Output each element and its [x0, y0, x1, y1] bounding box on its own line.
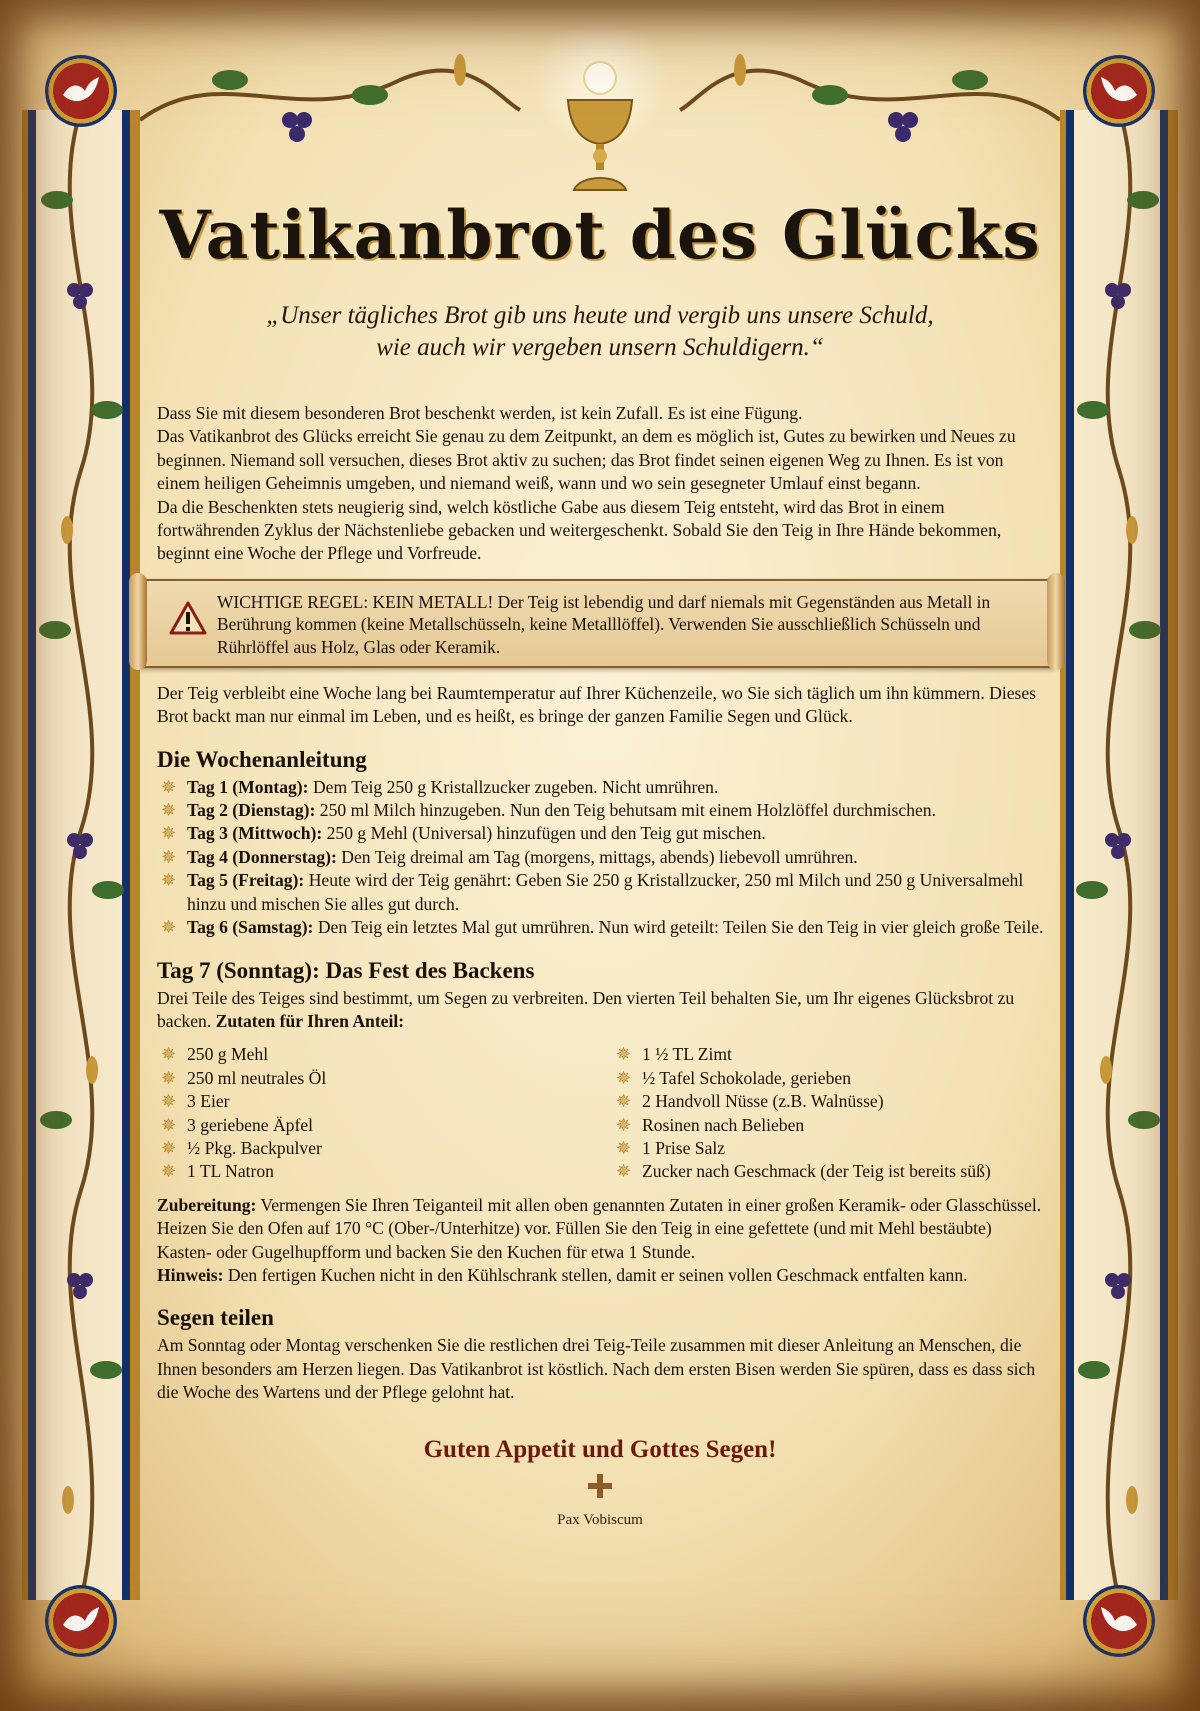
step-item	[157, 916, 1047, 939]
ingredient-text: 1 TL Natron	[187, 1161, 274, 1182]
step-text: 250 g Mehl (Universal) hinzufügen und den Teig gut mischen.	[326, 823, 766, 844]
step-item	[157, 822, 1047, 845]
step-day: Tag 1 (Montag):	[187, 776, 309, 797]
corner-medallion-bottom-left	[45, 1585, 117, 1657]
ingredient-item	[612, 1043, 1047, 1066]
step-item	[157, 846, 1047, 869]
star-bullet-icon: ✵	[161, 846, 177, 867]
hint-paragraph	[157, 1264, 1047, 1287]
quote-line-2: wie auch wir vergeben unsern Schuldigern.“	[376, 334, 824, 361]
footer-text: Pax Vobiscum	[557, 1512, 643, 1528]
day7-paragraph	[157, 987, 1047, 1034]
ingredient-item	[157, 1043, 612, 1066]
ingredient-text: 1 ½ TL Zimt	[642, 1044, 732, 1065]
ingredient-item	[612, 1114, 1047, 1137]
intro-paragraph-1: Dass Sie mit diesem besonderen Brot beschenkt werden, ist kein Zufall. Es ist eine Fügung.	[157, 403, 803, 423]
step-text: Den Teig dreimal am Tag (morgens, mittags, abends) liebevoll umrühren.	[341, 846, 858, 867]
ingredient-text: Zucker nach Geschmack (der Teig ist bereits süß)	[642, 1161, 991, 1182]
star-bullet-icon: ✵	[161, 1161, 177, 1182]
star-bullet-icon: ✵	[161, 1114, 177, 1135]
ingredient-text: ½ Tafel Schokolade, gerieben	[642, 1067, 852, 1088]
ingredient-item	[612, 1137, 1047, 1160]
dove-icon	[1099, 75, 1139, 107]
intro-paragraph-3: Da die Beschenkten stets neugierig sind, welch köstliche Gabe aus diesem Teig entsteht, wird das Brot in einem fortwährenden Zyklus der Nächstenliebe gebacken und weitergeschenkt. Sobald Sie den Teig in Ihre Hände bekommen, beginnt eine Woche der Pflege und Vorfreude.	[157, 496, 1002, 564]
hint-text: Den fertigen Kuchen nicht in den Kühlschrank stellen, damit er seinen vollen Geschmack entfalten kann.	[227, 1264, 968, 1285]
corner-medallion-top-left	[45, 55, 117, 127]
week-steps	[157, 776, 1047, 940]
star-bullet-icon: ✵	[616, 1044, 632, 1065]
ingredient-text: ½ Pkg. Backpulver	[187, 1137, 322, 1158]
star-bullet-icon: ✵	[161, 823, 177, 844]
share-paragraph: Am Sonntag oder Montag verschenken Sie die restlichen drei Teig-Teile zusammen mit dieser Anleitung an Menschen, die Ihnen besonders am Herzen liegen. Das Vatikanbrot ist köstlich. Nach dem ersten Bisen werden Sie spüren, dass es dass sich die Woche des Wartens und der Pflege gelohnt hat.	[157, 1335, 1036, 1403]
dove-icon	[1099, 1605, 1139, 1637]
ingredient-item	[157, 1114, 612, 1137]
preparation-text: Vermengen Sie Ihren Teiganteil mit allen oben genannten Zutaten in einer großen Keramik- oder Glasschüssel. Heizen Sie den Ofen auf 170 °C (Ober-/Unterhitze) vor. Füllen Sie den Teig in eine gefettete (und mit Mehl bestäubte) Kasten- oder Gugelhupfform und backen Sie den Kuchen für etwa 1 Stunde.	[157, 1194, 1042, 1262]
week-heading: Die Wochenanleitung	[157, 746, 367, 772]
star-bullet-icon: ✵	[161, 870, 177, 891]
dove-icon	[61, 1605, 101, 1637]
step-text: Dem Teig 250 g Kristallzucker zugeben. Nicht umrühren.	[312, 776, 719, 797]
step-item	[157, 776, 1047, 799]
preparation-label: Zubereitung:	[157, 1194, 257, 1215]
star-bullet-icon: ✵	[616, 1137, 632, 1158]
step-day: Tag 6 (Samstag):	[187, 917, 314, 938]
ingredient-item	[157, 1160, 612, 1183]
main-content	[157, 402, 1047, 1405]
corner-medallion-top-right	[1083, 55, 1155, 127]
ingredient-item	[612, 1160, 1047, 1183]
closing-blessing: Guten Appetit und Gottes Segen!	[423, 1436, 777, 1463]
star-bullet-icon: ✵	[616, 1114, 632, 1135]
ingredient-item	[157, 1090, 612, 1113]
step-day: Tag 5 (Freitag):	[187, 870, 305, 891]
step-text: Heute wird der Teig genährt: Geben Sie 250 g Kristallzucker, 250 ml Milch und 250 g Universalmehl hinzu und mischen Sie alles gut durch.	[187, 870, 1024, 914]
star-bullet-icon: ✵	[161, 917, 177, 938]
star-bullet-icon: ✵	[161, 1091, 177, 1112]
ingredients-left	[157, 1043, 612, 1183]
step-item	[157, 799, 1047, 822]
star-bullet-icon: ✵	[616, 1161, 632, 1182]
dove-icon	[61, 75, 101, 107]
right-vine-ornament	[1060, 110, 1178, 1600]
left-vine-ornament	[22, 110, 140, 1600]
quote	[150, 300, 1050, 364]
ingredient-text: Rosinen nach Belieben	[642, 1114, 805, 1135]
warning-text: WICHTIGE REGEL: KEIN METALL! Der Teig ist lebendig und darf niemals mit Gegenständen aus Metall in Berührung kommen (keine Metallschüsseln, keine Metalllöffel). Verwenden Sie ausschließlich Schüsseln und Rührlöffel aus Holz, Glas oder Keramik.	[217, 591, 991, 658]
star-bullet-icon: ✵	[161, 800, 177, 821]
cross-icon	[586, 1472, 614, 1500]
day7-heading: Tag 7 (Sonntag): Das Fest des Backens	[157, 957, 535, 983]
ingredient-item	[612, 1067, 1047, 1090]
step-item	[157, 869, 1047, 916]
corner-medallion-bottom-right	[1083, 1585, 1155, 1657]
quote-line-1: „Unser tägliches Brot gib uns heute und vergib uns unsere Schuld,	[266, 302, 934, 329]
step-text: 250 ml Milch hinzugeben. Nun den Teig behutsam mit einem Holzlöffel durchmischen.	[319, 800, 936, 821]
star-bullet-icon: ✵	[616, 1091, 632, 1112]
star-bullet-icon: ✵	[616, 1067, 632, 1088]
intro-paragraph-2: Das Vatikanbrot des Glücks erreicht Sie genau zu dem Zeitpunkt, an dem es möglich ist, Gutes zu bewirken und Neues zu beginnen. Niemand soll versuchen, dieses Brot aktiv zu suchen; das Brot findet seinen eigenen Weg zu Ihnen. Es ist von einem heiligen Geheimnis umgeben, und niemand weiß, wann und wo sein gesegneter Umlauf einst begann.	[157, 426, 1016, 494]
chalice-icon	[530, 30, 670, 200]
step-day: Tag 3 (Mittwoch):	[187, 823, 323, 844]
star-bullet-icon: ✵	[161, 1137, 177, 1158]
ingredient-item	[157, 1067, 612, 1090]
ingredients-label: Zutaten für Ihren Anteil:	[215, 1010, 405, 1031]
star-bullet-icon: ✵	[161, 776, 177, 797]
share-heading: Segen teilen	[157, 1305, 274, 1331]
step-day: Tag 4 (Donnerstag):	[187, 846, 337, 867]
day7-text: Drei Teile des Teiges sind bestimmt, um Segen zu verbreiten. Den vierten Teil behalten Sie, um Ihr eigenes Glücksbrot zu backen.	[157, 987, 1015, 1031]
ingredient-item	[612, 1090, 1047, 1113]
ingredient-text: 3 Eier	[187, 1091, 230, 1112]
ingredient-text: 3 geriebene Äpfel	[187, 1114, 314, 1135]
ingredient-text: 1 Prise Salz	[642, 1137, 726, 1158]
ingredient-text: 250 g Mehl	[187, 1044, 269, 1065]
ingredients-columns	[157, 1043, 1047, 1183]
after-warning-paragraph: Der Teig verbleibt eine Woche lang bei Raumtemperatur auf Ihrer Küchenzeile, wo Sie sich täglich um ihn kümmern. Dieses Brot backt man nur einmal im Leben, und es heißt, es bringe der ganzen Familie Segen und Glück.	[157, 682, 1037, 727]
preparation-paragraph	[157, 1194, 1047, 1264]
ingredient-text: 250 ml neutrales Öl	[187, 1067, 327, 1088]
page-title: Vatikanbrot des Glücks	[159, 196, 1041, 274]
hint-label: Hinweis:	[157, 1264, 224, 1285]
ingredients-right	[612, 1043, 1047, 1183]
warning-icon	[169, 601, 207, 635]
ingredient-text: 2 Handvoll Nüsse (z.B. Walnüsse)	[642, 1091, 884, 1112]
star-bullet-icon: ✵	[161, 1067, 177, 1088]
ingredient-item	[157, 1137, 612, 1160]
step-day: Tag 2 (Dienstag):	[187, 800, 316, 821]
step-text: Den Teig ein letztes Mal gut umrühren. Nun wird geteilt: Teilen Sie den Teig in vier gleich große Teile.	[317, 917, 1044, 938]
warning-scroll	[137, 579, 1057, 668]
star-bullet-icon: ✵	[161, 1044, 177, 1065]
